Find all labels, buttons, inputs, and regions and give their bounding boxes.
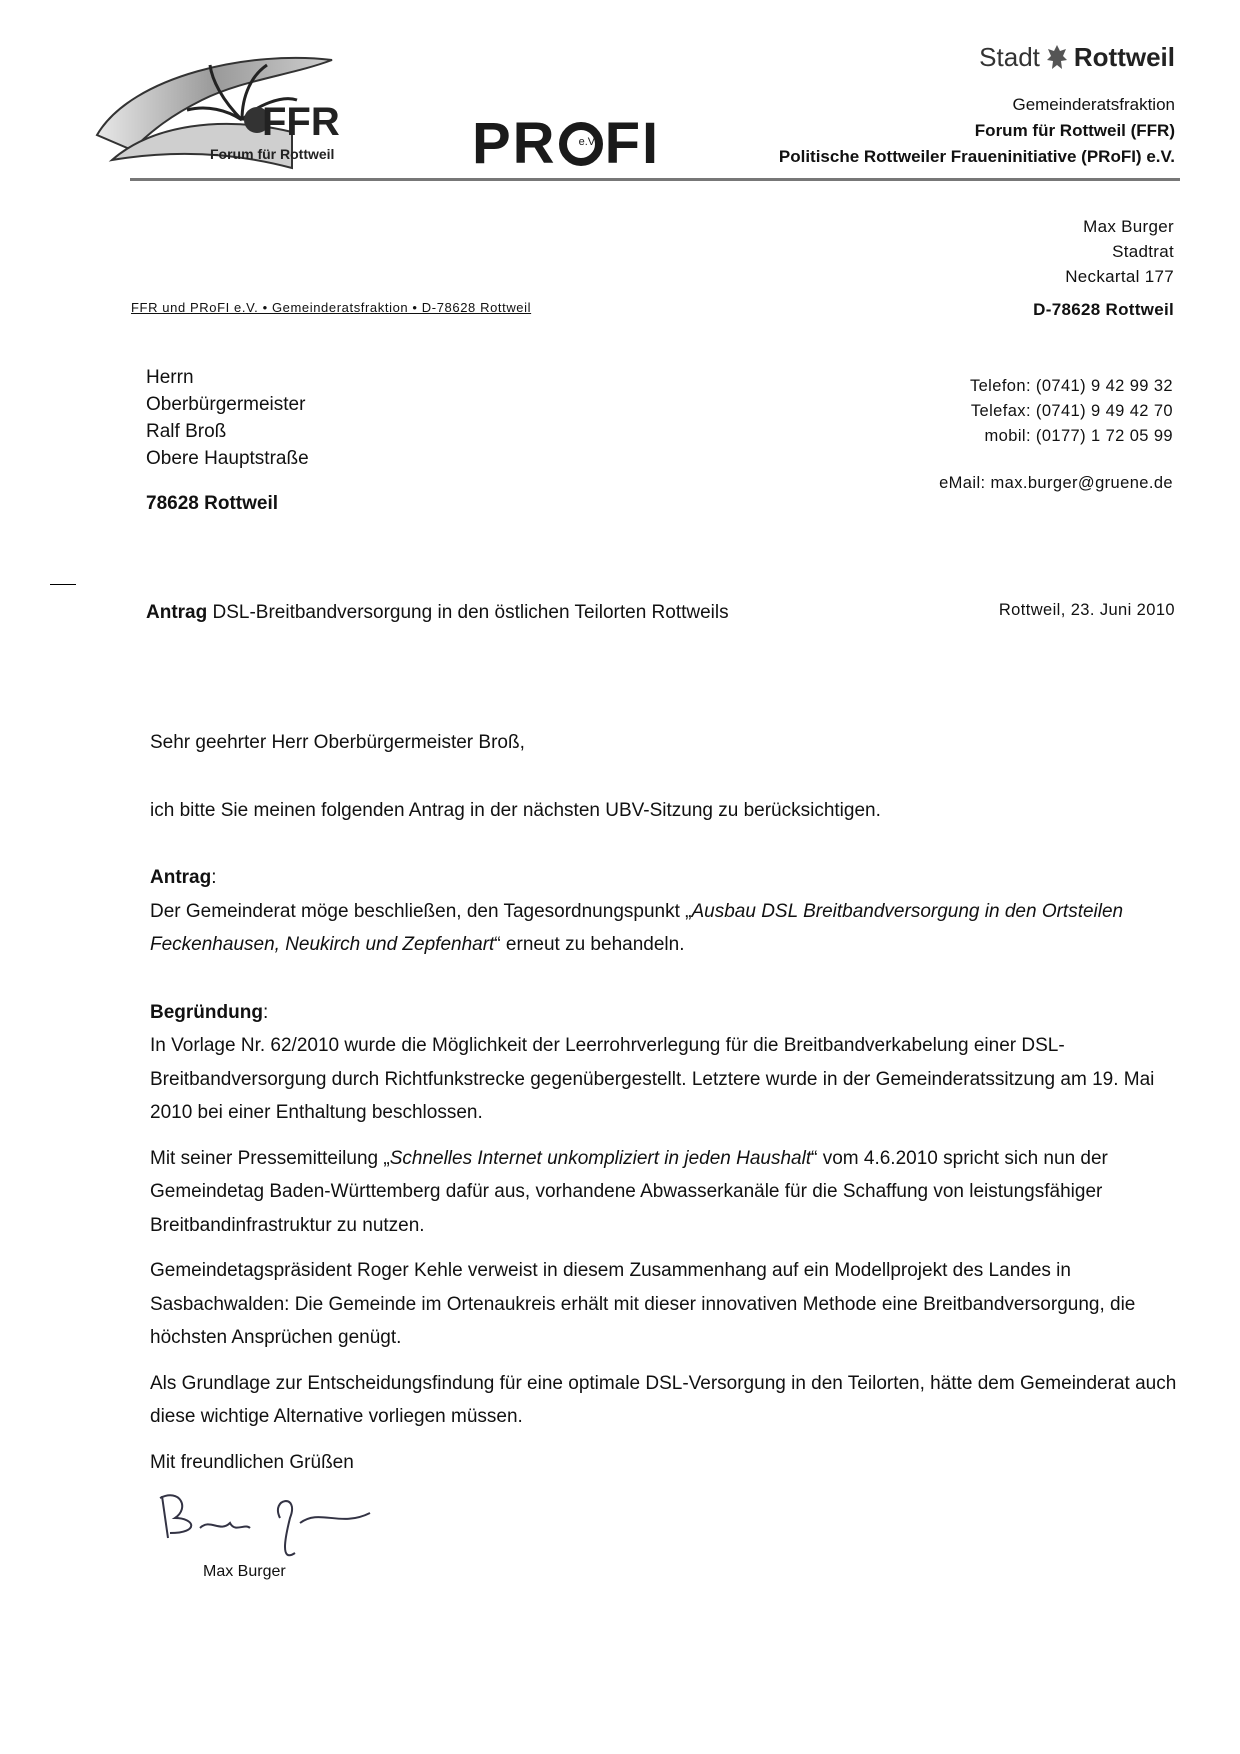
letterhead-line-1: Gemeinderatsfraktion — [1012, 95, 1175, 114]
letterhead-line-3: Politische Rottweiler Fraueninitiative (PRoFI) e.V. — [778, 147, 1175, 166]
sender-role: Stadtrat — [1112, 242, 1174, 261]
antrag-heading: Antrag: — [150, 867, 217, 888]
recipient-title: Oberbürgermeister — [146, 394, 306, 415]
eagle-icon — [1046, 43, 1068, 73]
antrag-text-pre: Der Gemeinderat möge beschließen, den Tagesordnungspunkt „ — [150, 900, 692, 922]
contact-phone: Telefon: (0741) 9 42 99 32 — [969, 377, 1173, 395]
contact-mobile: mobil: (0177) 1 72 05 99 — [984, 427, 1173, 445]
signature-name: Max Burger — [203, 1563, 286, 1580]
begruendung-heading: Begründung: — [150, 1001, 269, 1023]
profi-logo — [472, 110, 660, 177]
antrag-text-italic: Ausbau DSL Breitbandversorgung in den Ortsteilen Feckenhausen, Neukirch und Zepfenhart — [150, 900, 1124, 955]
subject-label: Antrag — [146, 602, 208, 623]
profi-logo-left: PR — [472, 111, 557, 176]
paragraph-2-italic: Schnelles Internet unkompliziert in jeden Haushalt — [389, 1147, 812, 1169]
recipient-street: Obere Hauptstraße — [146, 448, 309, 469]
sender-city: D-78628 Rottweil — [1033, 300, 1174, 319]
stadt-name: Rottweil — [1073, 42, 1175, 72]
paragraph-4: Als Grundlage zur Entscheidungsfindung für eine optimale DSL-Versorgung in den Teilorten, hätte dem Gemeinderat auch diese wichtige Alternative vorliegen müssen. — [150, 1372, 1177, 1427]
handwritten-signature — [150, 1478, 380, 1568]
paragraph-2-post: “ vom 4.6.2010 spricht sich nun der Gemeindetag Baden-Württemberg dafür aus, vorhandene Abwasserkanäle für die Schaffung von leistungsfähiger Breitbandinfrastruktur zu nutzen. — [150, 1147, 1108, 1236]
contact-email: eMail: max.burger@gruene.de — [939, 474, 1173, 492]
antrag-paragraph — [150, 895, 1190, 962]
ffr-logo-subtext: Forum für Rottweil — [210, 146, 335, 162]
profi-logo-right: FI — [604, 111, 661, 176]
recipient-block — [146, 364, 309, 517]
stadt-rottweil-logo — [979, 42, 1175, 73]
ffr-logo — [92, 40, 392, 175]
recipient-name: Ralf Broß — [146, 421, 227, 442]
intro-paragraph: ich bitte Sie meinen folgenden Antrag in der nächsten UBV-Sitzung zu berücksichtigen. — [150, 799, 881, 821]
recipient-city: 78628 Rottweil — [146, 493, 278, 514]
contact-fax: Telefax: (0741) 9 49 42 70 — [970, 402, 1173, 420]
letterhead-info — [779, 92, 1175, 170]
sender-name: Max Burger — [1083, 217, 1174, 236]
letter-date: Rottweil, 23. Juni 2010 — [998, 601, 1175, 619]
paragraph-3: Gemeindetagspräsident Roger Kehle verweist in diesem Zusammenhang auf ein Modellprojekt des Landes in Sasbachwalden: Die Gemeinde im Ortenaukreis erhält mit dieser innovativen Methode eine Breitbandversorgung, die höchsten Ansprüchen genügt. — [150, 1260, 1136, 1348]
recipient-salutation: Herrn — [146, 367, 194, 388]
greeting: Sehr geehrter Herr Oberbürgermeister Broß, — [150, 732, 525, 753]
return-address: FFR und PRoFI e.V. • Gemeinderatsfraktion • D-78628 Rottweil — [131, 300, 532, 315]
paragraph-2 — [150, 1142, 1190, 1243]
closing: Mit freundlichen Grüßen — [150, 1451, 354, 1473]
antrag-text-post: “ erneut zu behandeln. — [494, 934, 685, 955]
fold-mark — [50, 584, 76, 585]
contact-block — [970, 374, 1173, 449]
ffr-logo-text: FFR — [262, 100, 340, 144]
profi-logo-ev: e.V. — [578, 135, 598, 148]
paragraph-1: In Vorlage Nr. 62/2010 wurde die Möglichkeit der Leerrohrverlegung für die Breitbandverkabelung einer DSL-Breitbandversorgung durch Richtfunkstrecke gegenübergestellt. Letztere wurde in der Gemeinderatssitzung am 19. Mai 2010 bei einer Enthaltung beschlossen. — [150, 1035, 1155, 1123]
header-rule — [130, 178, 1180, 181]
paragraph-2-pre: Mit seiner Pressemitteilung „ — [150, 1147, 390, 1169]
begruendung-heading-text: Begründung — [150, 1001, 263, 1023]
sender-block — [1033, 214, 1174, 322]
profi-logo-o — [559, 122, 603, 166]
letter-body — [150, 726, 1190, 1479]
subject-line — [146, 602, 729, 624]
sender-street: Neckartal 177 — [1065, 267, 1174, 286]
letterhead-line-2: Forum für Rottweil (FFR) — [974, 121, 1175, 140]
antrag-heading-text: Antrag — [150, 867, 212, 888]
stadt-prefix: Stadt — [979, 42, 1040, 72]
subject-text: DSL-Breitbandversorgung in den östlichen Teilorten Rottweils — [207, 602, 729, 623]
